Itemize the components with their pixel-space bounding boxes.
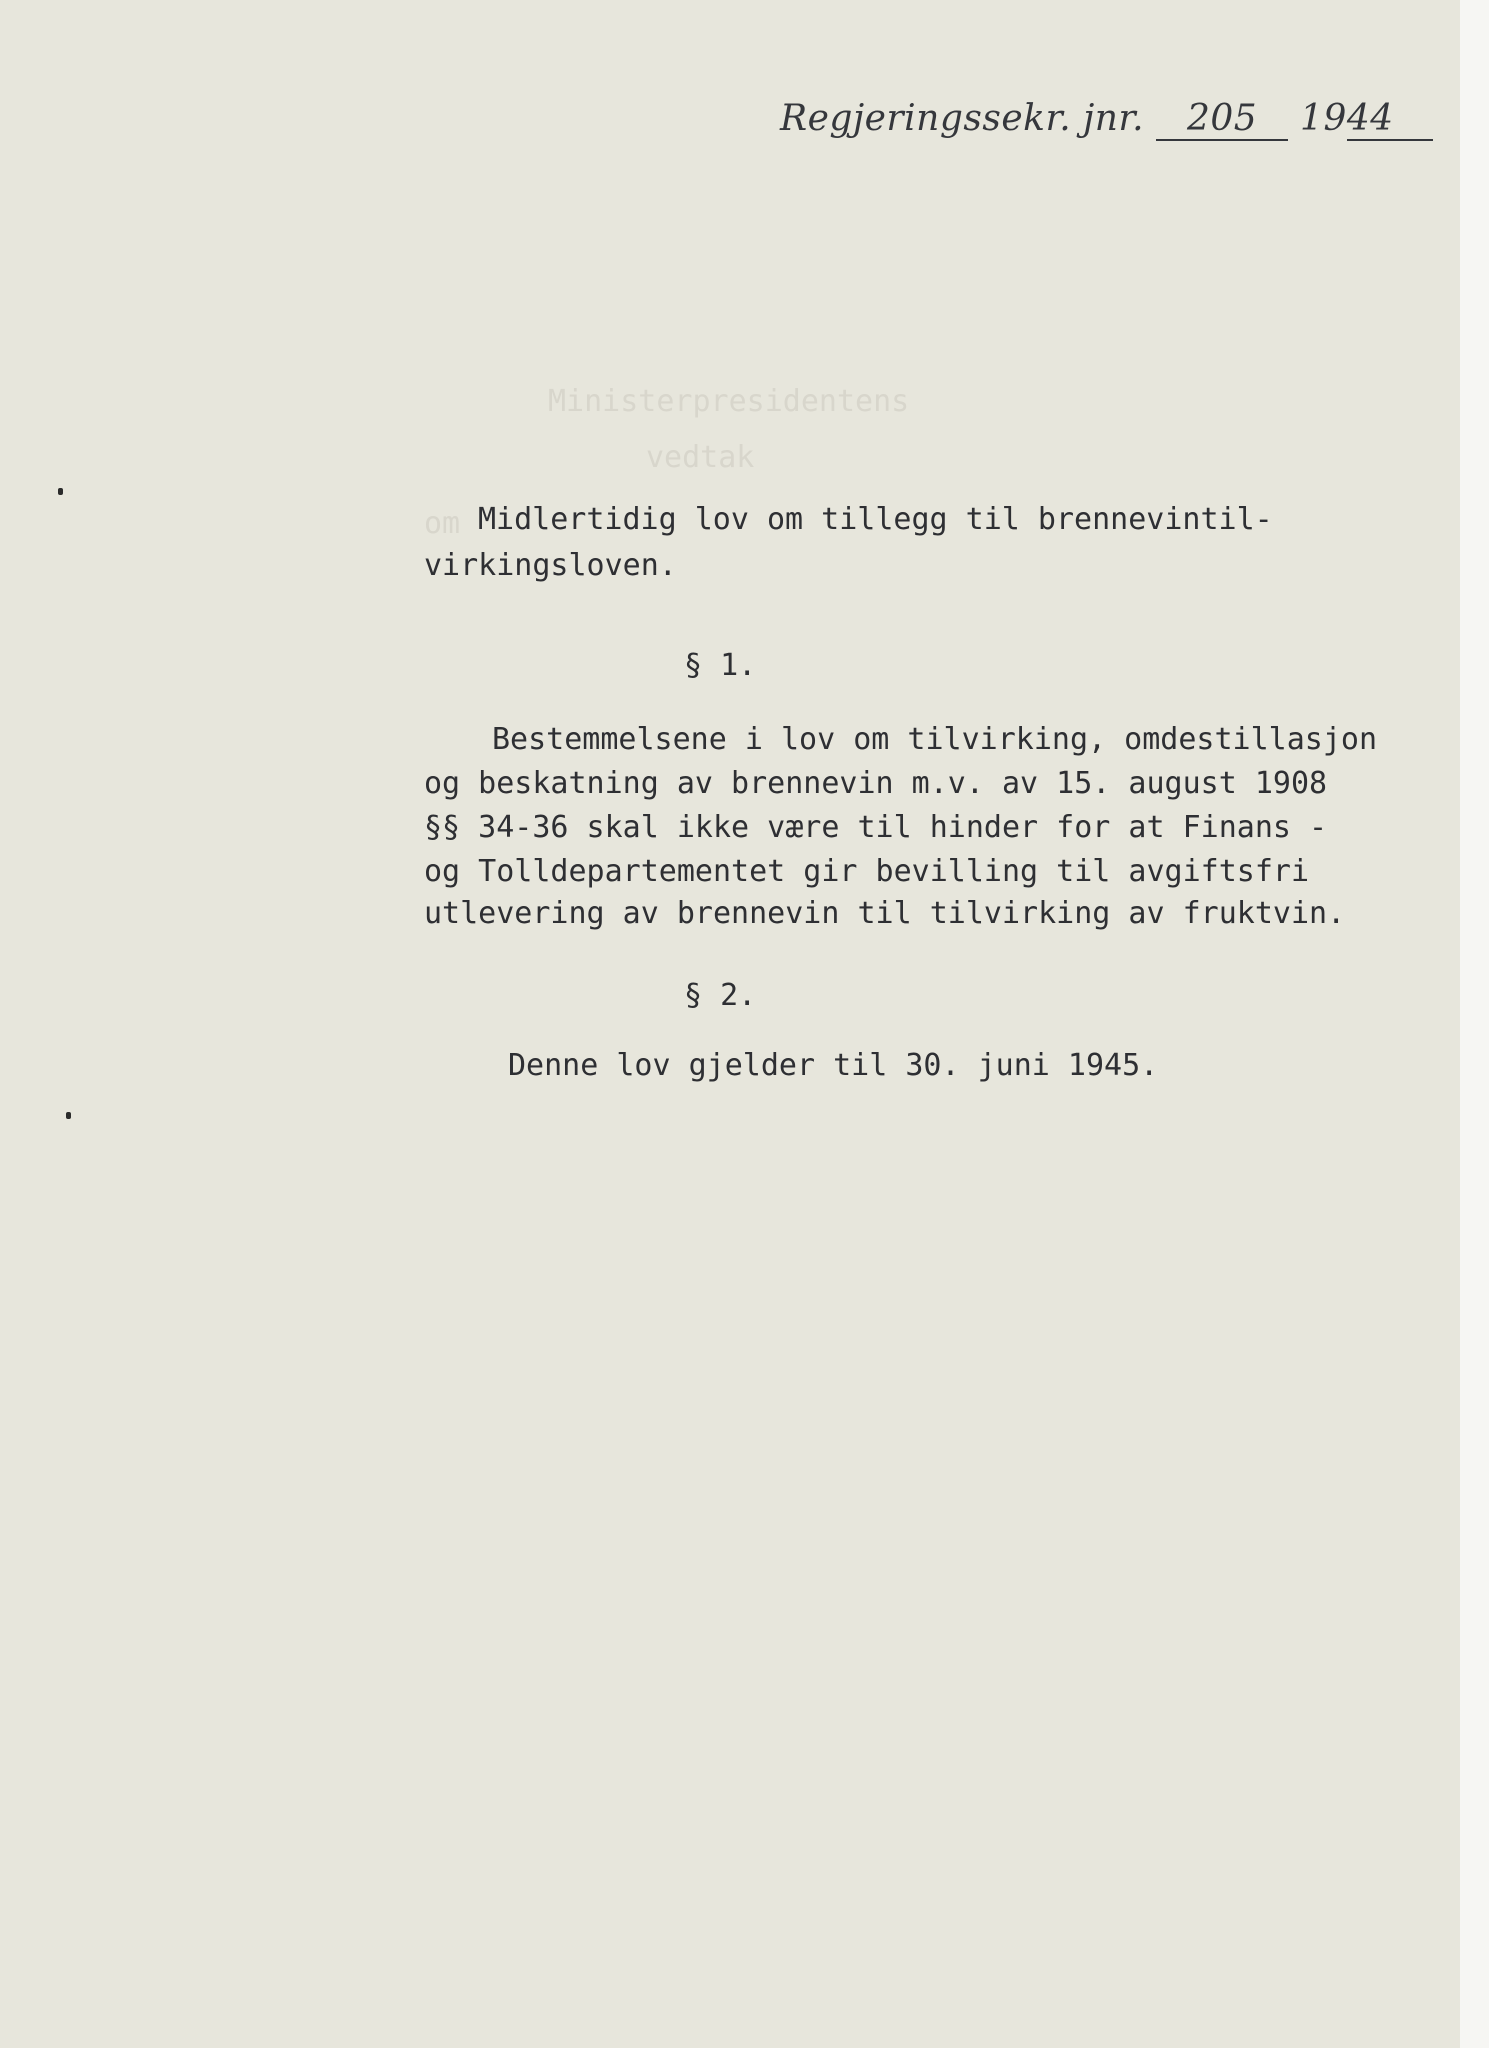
margin-mark-bottom <box>66 1112 71 1119</box>
stamp-label: Regjeringssekr. jnr. <box>780 98 1145 139</box>
faint-heading-line2: vedtak <box>646 440 755 475</box>
section1-line1: Bestemmelsene i lov om tilvirking, omdestillasjon <box>492 722 1378 757</box>
stamp-year-prefix: 19 <box>1300 98 1347 139</box>
section1-line3: §§ 34-36 skal ikke være til hinder for at Finans - <box>424 810 1328 845</box>
section1-line5: utlevering av brennevin til tilvirking av fruktvin. <box>424 896 1346 931</box>
stamp-year-suffix: 44 <box>1347 98 1433 141</box>
faint-heading-line1: Ministerpresidentens <box>548 384 910 419</box>
section2-heading: § 2. <box>684 978 757 1013</box>
section1-line2: og beskatning av brennevin m.v. av 15. august 1908 <box>424 766 1328 801</box>
registry-stamp <box>780 98 1433 141</box>
section1-heading: § 1. <box>684 648 757 683</box>
title-line2: virkingsloven. <box>424 548 677 583</box>
section2-text: Denne lov gjelder til 30. juni 1945. <box>508 1048 1159 1083</box>
title-line1: Midlertidig lov om tillegg til brennevintil- <box>478 502 1273 537</box>
scan-margin <box>1460 0 1489 2048</box>
stamp-journal-number: 205 <box>1156 98 1288 141</box>
margin-mark-top <box>58 488 63 495</box>
section1-line4: og Tolldepartementet gir bevilling til avgiftsfri <box>424 854 1310 889</box>
faint-title-prefix: om <box>424 506 461 541</box>
